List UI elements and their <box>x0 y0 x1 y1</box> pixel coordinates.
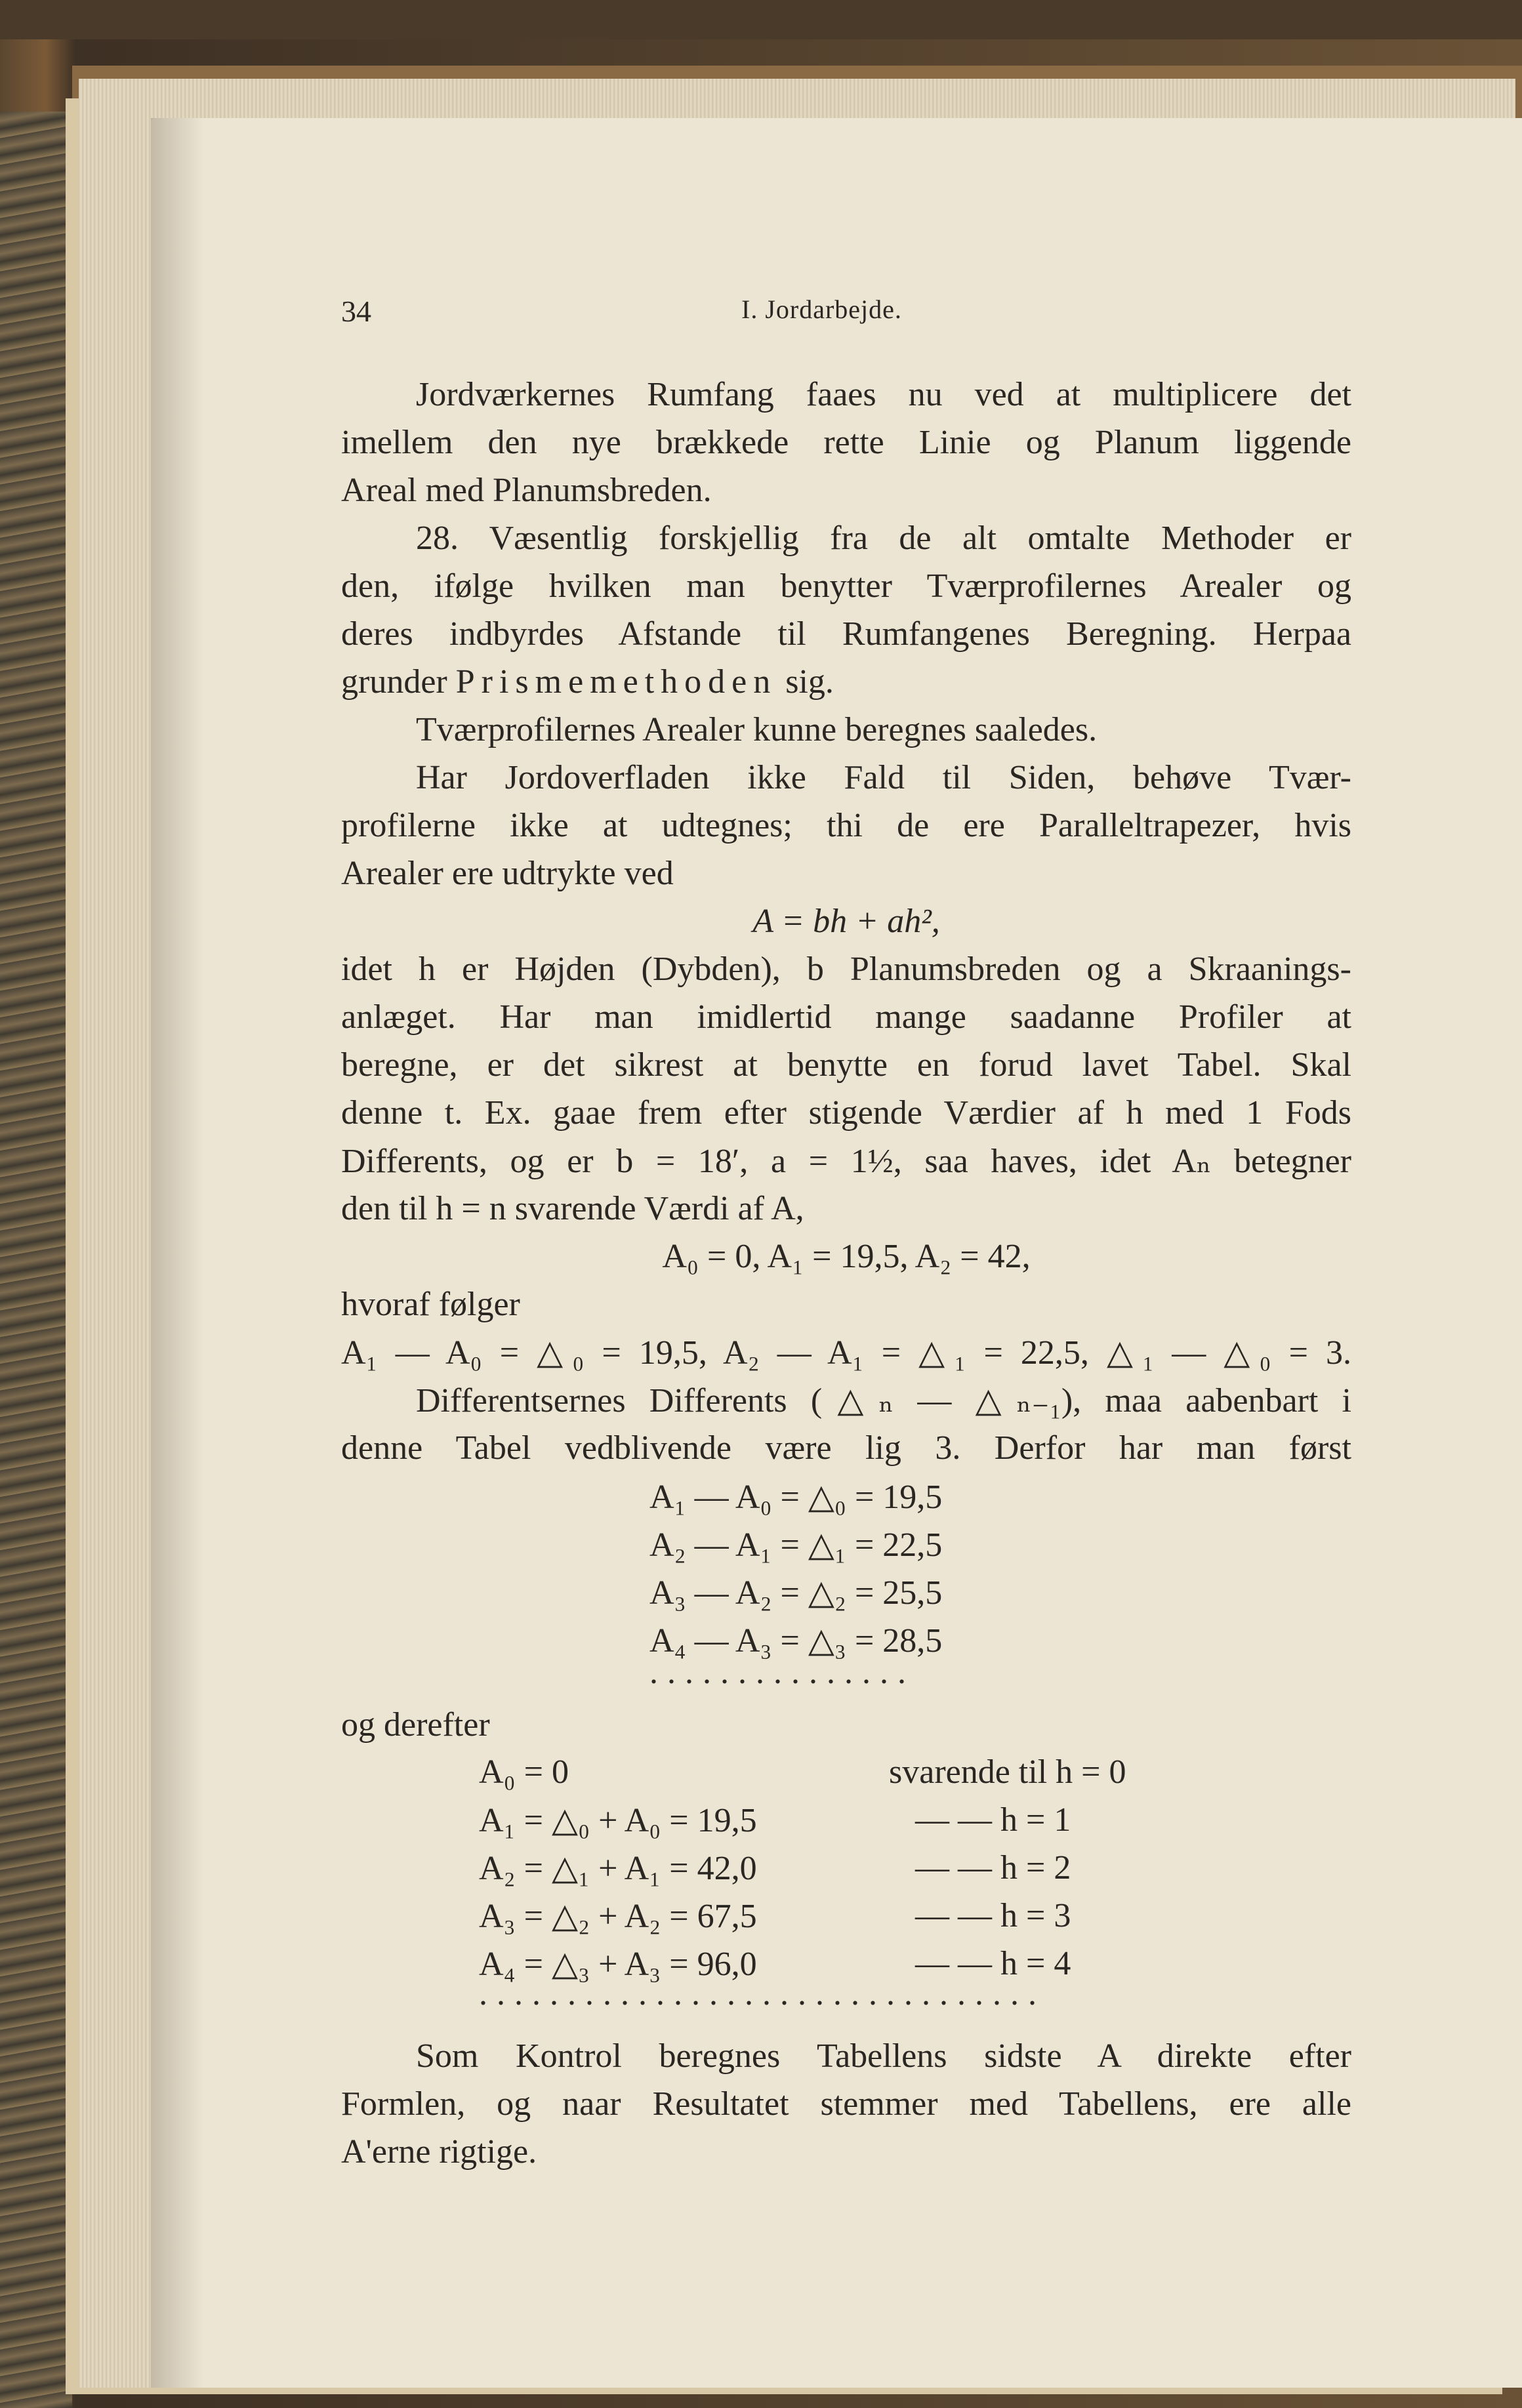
page-number: 34 <box>341 295 371 328</box>
text-line: Differents, og er b = 18′, a = 1½, saa haves, idet Aₙ betegner <box>341 1143 1351 1180</box>
text-line: Jordværkernes Rumfang faaes nu ved at multiplicere det <box>416 376 1351 413</box>
text-line: imellem den nye brækkede rette Linie og Planum liggende <box>341 424 1351 461</box>
text-line: den, ifølge hvilken man benytter Tværprofilernes Arealer og <box>341 567 1351 605</box>
table1-row: A₃ — A₂ = △₂ = 25,5 <box>649 1574 943 1612</box>
text-line: hvoraf følger <box>341 1286 520 1323</box>
gutter-shadow <box>151 118 203 2388</box>
formula: A₀ = 0, A₁ = 19,5, A₂ = 42, <box>662 1238 1031 1275</box>
text-line: den til h = n svarende Værdi af A, <box>341 1190 804 1227</box>
table2-expr: A₂ = △₁ + A₁ = 42,0 <box>479 1850 757 1887</box>
table2-relation: — — h = 1 <box>915 1801 1071 1839</box>
text-line: Formlen, og naar Resultatet stemmer med Tabellens, ere alle <box>341 2085 1351 2123</box>
table2-relation: svarende til h = 0 <box>889 1753 1126 1791</box>
text-line: Areal med Planumsbreden. <box>341 472 712 509</box>
table2-expr: A₄ = △₃ + A₃ = 96,0 <box>479 1946 757 1983</box>
text-line: A'erne rigtige. <box>341 2133 537 2171</box>
text-line: og derefter <box>341 1706 490 1744</box>
page-header <box>341 294 1351 333</box>
table2-expr: A₃ = △₂ + A₂ = 67,5 <box>479 1898 757 1935</box>
text-line: Differentsernes Differents (△ₙ — △ₙ₋₁), maa aabenbart i <box>416 1382 1351 1419</box>
emphasized-term: Prismemethoden <box>455 663 777 701</box>
text-line: denne Tabel vedblivende være lig 3. Derfor har man først <box>341 1429 1351 1467</box>
text-line: beregne, er det sikrest at benytte en forud lavet Tabel. Skal <box>341 1046 1351 1084</box>
table1-dots: ............... <box>649 1654 915 1691</box>
book-spine <box>0 112 72 2408</box>
text-line: denne t. Ex. gaae frem efter stigende Værdier af h med 1 Fods <box>341 1094 1351 1132</box>
text-line <box>341 663 1351 708</box>
formula: A₁ — A₀ = △₀ = 19,5, A₂ — A₁ = △₁ = 22,5, △₁ — △₀ = 3. <box>341 1334 1351 1372</box>
table1-row: A₄ — A₃ = △₃ = 28,5 <box>649 1622 943 1660</box>
table1-row: A₂ — A₁ = △₁ = 22,5 <box>649 1526 943 1564</box>
table2-expr: A₀ = 0 <box>479 1753 569 1791</box>
formula: A = bh + ah², <box>752 903 940 940</box>
running-head: I. Jordarbejde. <box>741 295 902 324</box>
text-line: profilerne ikke at udtegnes; thi de ere Paralleltrapezer, hvis <box>341 807 1351 844</box>
table2-relation: — — h = 3 <box>915 1897 1071 1934</box>
text-line: deres indbyrdes Afstande til Rumfangenes Beregning. Herpaa <box>341 615 1351 653</box>
text-line: Arealer ere udtrykte ved <box>341 855 674 892</box>
text-line: 28. Væsentlig forskjellig fra de alt omtalte Methoder er <box>416 520 1351 557</box>
table2-dots: ................................ <box>479 1975 1046 2012</box>
table2-relation: — — h = 2 <box>915 1849 1071 1887</box>
text-line: Tværprofilernes Arealer kunne beregnes saaledes. <box>416 711 1098 748</box>
table1-row: A₁ — A₀ = △₀ = 19,5 <box>649 1479 943 1516</box>
text-line: idet h er Højden (Dybden), b Planumsbreden og a Skraanings- <box>341 950 1351 988</box>
text-line: Som Kontrol beregnes Tabellens sidste A direkte efter <box>416 2037 1351 2075</box>
text-span: sig. <box>785 663 834 701</box>
table2-relation: — — h = 4 <box>915 1945 1071 1982</box>
text-line: Har Jordoverfladen ikke Fald til Siden, behøve Tvær- <box>416 759 1351 796</box>
table2-expr: A₁ = △₀ + A₀ = 19,5 <box>479 1802 757 1839</box>
text-span: grunder <box>341 663 447 701</box>
text-line: anlæget. Har man imidlertid mange saadanne Profiler at <box>341 998 1351 1036</box>
